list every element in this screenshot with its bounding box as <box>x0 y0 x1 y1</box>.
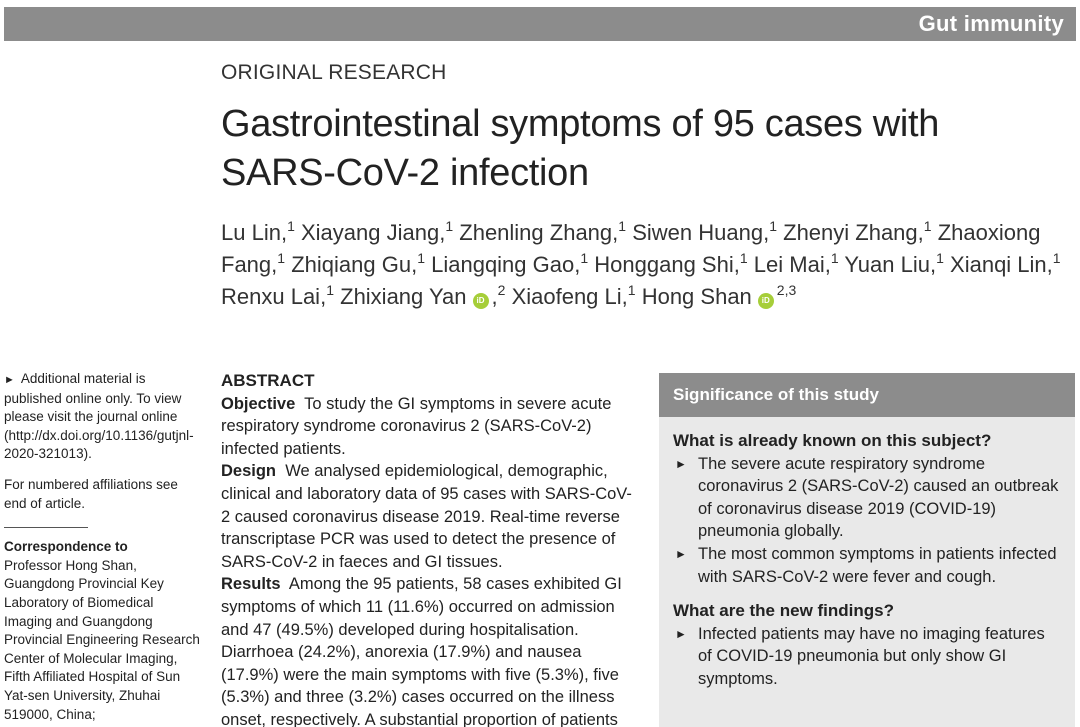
objective-text: To study the GI symptoms in severe acute respiratory syndrome coronavirus 2 (SARS-CoV-2) infected patients. <box>221 394 612 458</box>
divider <box>4 527 88 528</box>
author-name: Yuan Liu <box>844 252 930 277</box>
affiliation-number: 1 <box>769 218 777 234</box>
author-name: Zhenyi Zhang <box>783 220 918 245</box>
affiliation-number: 1 <box>830 250 839 266</box>
affiliation-number: 1 <box>277 250 286 266</box>
significance-body <box>659 417 1075 691</box>
affiliation-number: 1 <box>287 218 295 234</box>
affiliation-number: 2 <box>497 282 506 298</box>
orcid-icon[interactable]: iD <box>473 293 489 309</box>
author-list: Lu Lin,$^1$ Xiayang Jiang,$^1$ Zhenling Zhang,$^1$ Siwen Huang,$^1$ Zhenyi Zhang,$^1$ Zhaoxiong Fang,$^1$ Zhiqiang Gu,$^1$ Liangqing Gao,$^1$ Honggang Shi,$^1$ Lei Mai,$^1$ Yuan Liu,$^1$ Xianqi Lin,$^1$ Renxu Lai,$^1$ Zhixiang Yan iD ,$^2$ Xiaofeng Li,$^1$ Hong Shan iD$^{2,3}$ <box>221 218 1061 309</box>
significance-box <box>659 373 1075 727</box>
affiliation-number: 1 <box>1052 250 1061 266</box>
additional-material-note: ► Additional material is published online only. To view please visit the journal online (http://dx.doi.org/10.1136/gutjnl-2020-321013). <box>4 371 194 462</box>
author-name: Zhaoxiong Fang <box>221 220 1041 277</box>
affiliation-number: 1 <box>739 250 748 266</box>
affiliation-number: 1 <box>627 282 636 298</box>
author-name: Hong Shan <box>641 284 752 309</box>
sidebar-notes <box>4 370 204 724</box>
correspondence-text: Professor Hong Shan, Guangdong Provincial Key Laboratory of Biomedical Imaging and Guangdong Provincial Engineering Research Center of Molecular Imaging, Fifth Affiliated Hospital of Sun Yat-sen University, Zhuhai 519000, China; <box>4 557 200 722</box>
abstract <box>221 370 636 727</box>
abstract-results <box>221 573 636 727</box>
design-label: Design <box>221 462 277 481</box>
author-name: Lu Lin <box>221 220 281 245</box>
new-findings-list <box>673 623 1061 691</box>
author-name: Zhixiang Yan <box>340 284 467 309</box>
triangle-right-icon: ► <box>675 456 687 471</box>
article-type: ORIGINAL RESEARCH <box>221 61 447 84</box>
author-name: Siwen Huang <box>632 220 764 245</box>
list-item: ► The severe acute respiratory syndrome coronavirus 2 (SARS-CoV-2) caused an outbreak of coronavirus disease 2019 (COVID-19) pneumonia globally. <box>675 454 1059 541</box>
author-name: Liangqing Gao <box>431 252 575 277</box>
affiliation-number: 1 <box>923 218 932 234</box>
author-name: Xiaofeng Li <box>511 284 622 309</box>
affiliation-number: 2,3 <box>776 282 797 298</box>
results-text: Among the 95 patients, 58 cases exhibited GI symptoms of which 11 (11.6%) occurred on admission and 47 (49.5%) developed during hospitalisation. Diarrhoea (24.2%), anorexia (17.9%) and nausea (17.9%) were the main symptoms with five (5.3%), five (5.3%) and three (3.2%) cases occurred on the illness onset, respectively. A substantial proportion of patients <box>221 575 622 727</box>
list-item: ► The most common symptoms in patients infected with SARS-CoV-2 were fever and cough. <box>675 544 1057 586</box>
triangle-right-icon: ► <box>675 626 687 641</box>
author-name: Zhenling Zhang <box>459 220 613 245</box>
orcid-icon[interactable]: iD <box>758 293 774 309</box>
author-name: Renxu Lai <box>221 284 321 309</box>
list-item: ► Infected patients may have no imaging features of COVID-19 pneumonia but only show GI symptoms. <box>675 624 1045 688</box>
abstract-heading: ABSTRACT <box>221 371 315 390</box>
design-text: We analysed epidemiological, demographic, clinical and laboratory data of 95 cases with SARS-CoV-2 caused coronavirus disease 2019. Real-time reverse transcriptase PCR was used to detect the presence of SARS-CoV-2 in faeces and GI tissues. <box>221 462 632 571</box>
triangle-right-icon: ► <box>675 546 687 561</box>
author-name: Xianqi Lin <box>950 252 1047 277</box>
abstract-objective <box>221 393 636 461</box>
section-label: Gut immunity <box>918 11 1064 36</box>
abstract-design <box>221 460 636 573</box>
affiliation-number: 1 <box>326 282 334 298</box>
objective-label: Objective <box>221 394 296 413</box>
known-question: What is already known on this subject? <box>673 431 992 450</box>
results-label: Results <box>221 575 281 594</box>
author-name: Zhiqiang Gu <box>291 252 412 277</box>
affiliation-number: 1 <box>936 250 944 266</box>
author-name: Lei Mai <box>753 252 825 277</box>
affiliations-note: For numbered affiliations see end of article. <box>4 476 178 511</box>
affiliation-number: 1 <box>417 250 425 266</box>
correspondence-heading: Correspondence to <box>4 539 128 555</box>
author-name: Xiayang Jiang <box>301 220 440 245</box>
affiliation-number: 1 <box>580 250 589 266</box>
significance-heading: Significance of this study <box>659 373 1075 417</box>
affiliation-number: 1 <box>445 218 454 234</box>
triangle-right-icon: ► <box>4 374 15 386</box>
author-name: Honggang Shi <box>594 252 734 277</box>
article-title: Gastrointestinal symptoms of 95 cases with SARS-CoV-2 infection <box>221 103 940 194</box>
section-banner <box>4 7 1076 41</box>
affiliation-number: 1 <box>618 218 627 234</box>
new-findings-question: What are the new findings? <box>673 601 895 621</box>
known-list <box>673 453 1061 589</box>
